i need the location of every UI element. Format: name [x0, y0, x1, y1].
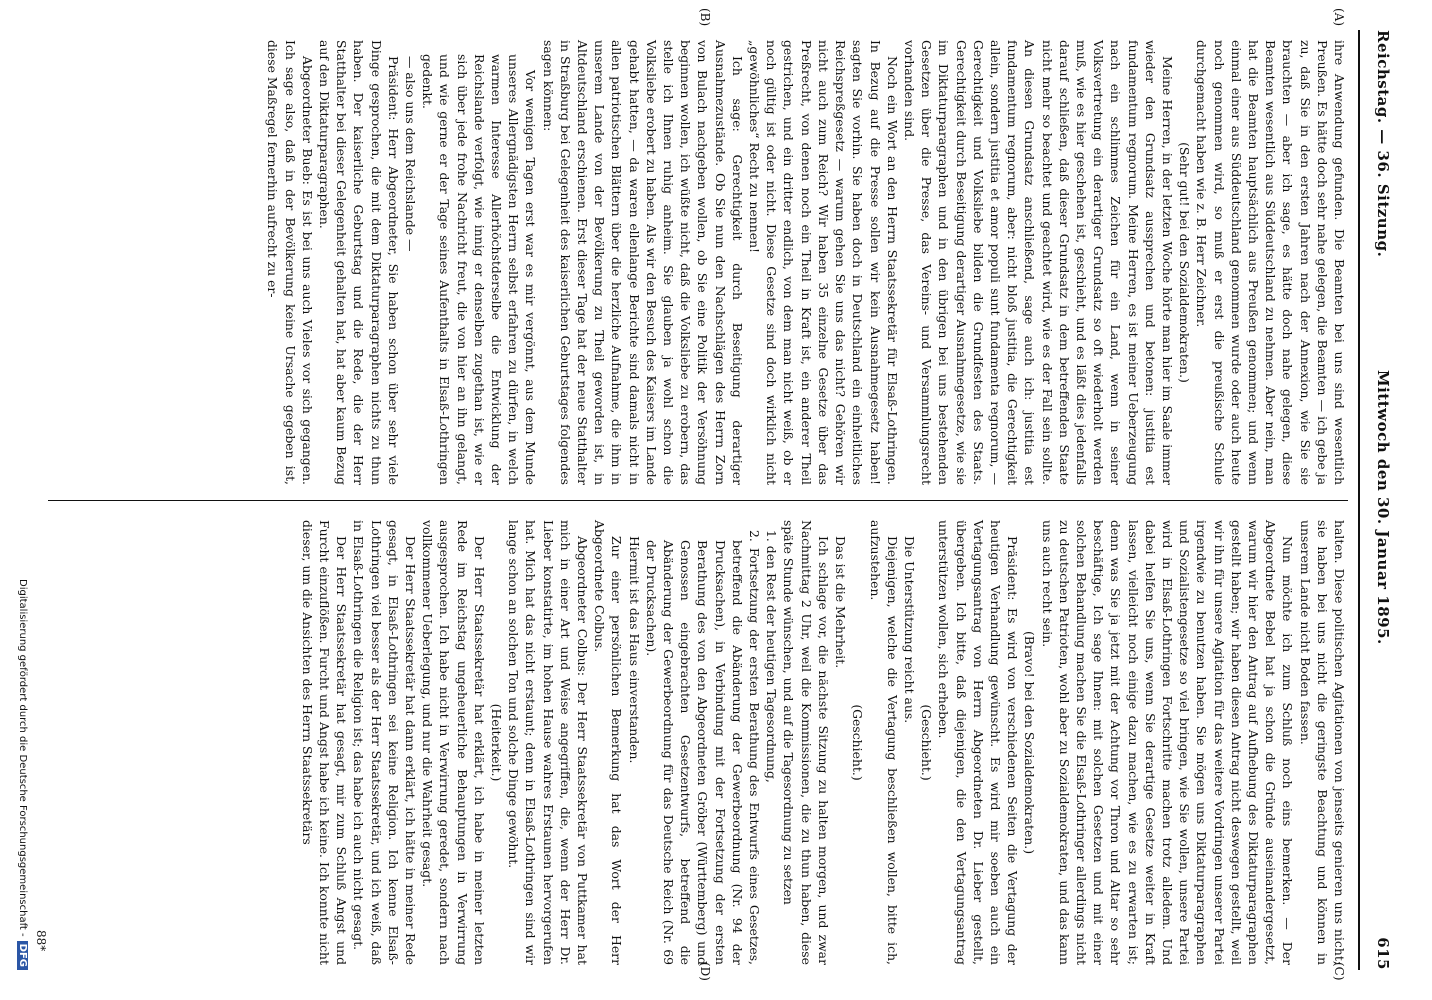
paragraph: Abgeordneter Bueb: Es ist bei uns auch Vieles vor sich gegangen. Ich sage also, daß in der Bevölkerung keine Ursache gegeben ist, diese Maßregel fernerhin aufrecht zu er-	[265, 40, 315, 485]
paragraph: Ich schlage vor, die nächste Sitzung zu halten morgen, und zwar Nachmittag 2 Uhr, weil die Kommissionen, die zu thun haben, diese späte Stunde wünschen, und auf die Tagesordnung zu setzen	[781, 520, 831, 965]
paragraph: Präsident: Herr Abgeordneter, Sie haben schon über sehr viele Dinge gesprochen, die mit dem Diktaturparagraphen nichts zu thun haben. Der kaiserliche Geburtstag und die Rede, die der Herr Statthalter bei dieser Gelegenheit gehalten hat, hat aber kaum Bezug auf den Diktaturparagraphen.	[317, 40, 401, 485]
paragraph: Der Herr Staatssekretär hat erklärt, ich habe in meiner letzten Rede im Reichstag ungeheuerliche Behauptungen in Verwirrung ausgesprochen. Ich habe nicht in Verwirrung geredet, sondern nach vollkommener Ueberlegung, und nur die Wahrheit gesagt.	[420, 520, 487, 965]
margin-mark-c: (C)	[1332, 962, 1346, 981]
digitization-credit	[8, 30, 28, 970]
right-column	[299, 520, 1348, 965]
paragraph: Zur einer persönlichen Bemerkung hat das Wort der Herr Abgeordnete Colbus.	[592, 520, 625, 965]
agenda-item: 2. Fortsetzung der ersten Berathung des Entwurfs eines Gesetzes, betreffend die Abänderung der Gewerbeordnung (Nr. 94 der Drucksachen), in Verbindung mit der Fortsetzung der ersten Berathung des von den Abgeordneten Gröber (Württemberg) und Genossen eingebrachten Gesetzentwurfs, betreffend die Abänderung der Gewerbeordnung für das Deutsche Reich (Nr. 69 der Drucksachen).	[643, 530, 763, 965]
paragraph: Diejenigen, welche die Vertagung beschließen wollen, bitte ich, aufzustehen.	[867, 520, 900, 965]
page-header	[1362, 30, 1392, 970]
paragraph: Das ist die Mehrheit.	[833, 536, 849, 669]
interjection: (Heiterkeit.)	[489, 703, 505, 782]
interjection: (Geschieht.)	[850, 704, 866, 781]
dfg-logo: DFG	[17, 941, 28, 970]
paragraph: Noch ein Wort an den Herrn Staatssekretär für Elsaß-Lothringen. In Bezug auf die Presse sollen wir kein Ausnahmegesetz haben! sagten Sie vorhin. Sie haben doch in Deutschland ein einheitliches Reichspreßgesetz — warum gehen Sie uns das nicht? Gehören wir nicht auch zum Reich? Wir haben 35 einzelne Gesetze über das Preßrecht, von denen noch ein Theil in Kraft ist, ein anderer Theil gestrichen, und ein dritter endlich, von dem man nicht weiß, ob er noch gültig ist oder nicht. Diese Gesetze sind doch wirklich nicht „gewöhnliches“ Recht zu nennen!	[747, 40, 900, 485]
interjection: (Bravo! bei den Sozialdemokraten.)	[1022, 630, 1038, 855]
paragraph: Abgeordneter Colbus: Der Herr Staatssekretär von Puttkamer hat mich in einer Art und Weise angegriffen, die, wenn der Herr Dr. Lieber konstatirte, im hohen Hause wahres Erstaunen hervorgerufen hat. Mich hat das nicht erstaunt; denn in Elsaß-Lothringen sind wir lange schon an solchen Ton und solche Dinge gewöhnt.	[506, 520, 591, 965]
paragraph: ihre Anwendung gefunden. Die Beamten bei uns sind wesentlich Preußen. Es hätte doch sehr nahe gelegen, die Beamten — ich gebe ja zu, daß Sie in den ersten Jahren nach der Annexion, wie Sie sie brauchten — aber ich sage, es hätte doch nahe gelegen, diese Beamten wesentlich aus Süddeutschland zu nehmen. Aber nein, man hat die Beamten hauptsächlich aus Preußen genommen; und wenn einmal einer aus Süddeutschland genommen wurde oder auch heute noch genommen wird, so muß er erst die preußische Schule durchgemacht haben wie z. B. Herr Zeichner.	[1194, 40, 1347, 485]
margin-mark-d: (D)	[698, 962, 712, 981]
paragraph: Der Herr Staatssekretär hat gesagt, mir zum Schluß Angst und Furcht einzuflößen. Furcht und Angst habe ich keine. Ich konnte nicht dieser, um die Ansichten des Herrn Staatssekretärs	[299, 520, 350, 965]
page-number: 615	[1374, 937, 1392, 970]
credit-text: Digitalisierung gefördert durch die Deutsche Forschungsgemeinschaft -	[17, 579, 28, 937]
column-divider	[48, 500, 1348, 501]
margin-mark-b: (B)	[698, 8, 712, 27]
margin-mark-a: (A)	[1332, 8, 1346, 27]
paragraph: Die Unterstützung reicht aus.	[901, 536, 917, 724]
signature-mark: 88*	[34, 930, 48, 952]
interjection: (Geschieht.)	[919, 704, 935, 781]
interjection: (Sehr gut! bei den Sozialdemokraten.)	[1177, 142, 1193, 383]
paragraph: Nun möchte ich zum Schluß noch eins bemerken. — Der Abgeordnete Bebel hat ja schon die Gründe auseinandergesetzt, warum wir hier den Antrag auf Aufhebung des Diktaturparagraphen gestellt haben; wir haben diesen Antrag nicht deswegen gestellt, weil wir ihn für unsere Agitation für das weitere Vordringen unserer Partei irgendwie zu benutzen haben. Sie mögen uns Diktaturparagraphen und Sozialistengesetze so viel bringen, wie Sie wollen, unsere Partei wird in Elsaß-Lothringen Fortschritte machen trotz alledem. Und dabei helfen Sie uns, wenn Sie derartige Gesetze weiter in Kraft lassen, vielleicht noch einige dazu machen, wie es zu erwarten ist; denn was Sie ja jetzt mit der Achtung vor Thron und Altar so sehr beschäftige, Ich sage Ihnen: mit solchen Gesetzen und mit einer solchen Behandlung machen Sie die Elsaß-Lothringer allerdings nicht zu deutschen Patrioten, wohl aber zu Sozialdemokraten, und das kann uns auch recht sein.	[1039, 520, 1296, 965]
paragraph: Hiermit ist das Haus einverstanden.	[626, 536, 642, 764]
left-column	[264, 40, 1348, 485]
paragraph: Präsident: Es wird von verschiedenen Seiten die Vertagung der heutigen Verhandlung gewünscht. Es wird mir soeben auch ein Vertagungsantrag von Herrn Abgeordneten Dr. Lieber gestellt, übergeben. Ich bitte, daß diejenigen, die den Vertagungsantrag unterstützen wollen, sich erheben.	[936, 520, 1021, 965]
paragraph: Meine Herren, in der letzten Woche hörte man hier im Saale immer wieder den Grundsatz aussprechen und betonen: justitia est fundamentum regnorum. Meine Herren, es ist meiner Ueberzeugung nach ein schlimmes Zeichen für ein Land, wenn in seiner Volksvertretung ein derartiger Grundsatz so oft wiederholt werden muß, wie es hier geschehen ist, geschieht, und es läßt dies jedenfalls darauf schließen, daß dieser Grundsatz in dem betreffenden Staate nicht mehr so beachtet und geachtet wird, wie es der Fall sein sollte. An diesen Grundsatz anschließend, sage auch ich: justitia est fundamentum regnorum, aber: nicht bloß justitia, die Gerechtigkeit allein, sondern justitia et amor populi sunt fundamenta regnorum, — Gerechtigkeit und Volksliebe bilden die Grundfesten des Staats. Gerechtigkeit durch Beseitigung derartiger Ausnahmegesetze, wie sie im Diktaturparagraphen und in den übrigen bei uns bestehenden Gesetzen über die Presse, das Vereins- und Versammlungsrecht vorhanden sind.	[901, 40, 1175, 485]
paragraph: Der Herr Staatssekretär hat dann erklärt, ich hätte in meiner Rede gesagt, in Elsaß-Lothringen sei keine Religion. Ich kenne Elsaß-Lothringen viel besser als der Herr Staatssekretär, und ich weiß, daß in Elsaß-Lothringen die Religion ist; das habe ich auch nicht gesagt.	[351, 520, 419, 965]
paragraph: halten. Diese politischen Agitationen von jenseits genieren uns nicht; sie haben bei uns nicht die geringste Beachtung und können in unserem Lande nicht Boden fassen.	[1297, 520, 1347, 965]
agenda-item: 1. den Rest der heutigen Tagesordnung,	[764, 530, 780, 783]
header-date: Mittwoch den 30. Januar 1895.	[1374, 370, 1392, 645]
paragraph: — also uns dem Reichslande —	[403, 56, 419, 252]
header-session: Reichstag. — 36. Sitzung.	[1374, 30, 1392, 258]
quotation: Vor wenigen Tagen erst war es mir vergönnt, aus dem Munde unseres Allergnädigsten Herrn selbst erfahren zu dürfen, in welch warmen Interesse Allerhöchstderselbe die Entwicklung der Reichslande verfolgt, wie innig er denselben zugethan ist, wie er sich über jede frohe Nachricht freut, die von hier an ihn gelangt, und wie gerne er der Tage seines Aufenthalts in Elsaß-Lothringen gedenkt.	[420, 54, 539, 485]
header-rule	[1358, 30, 1360, 970]
paragraph: Ich sage: Gerechtigkeit durch Beseitigung derartiger Ausnahmezustände. Ob Sie nun den Nachschlägen des Herrn Zorn von Bulach nachgeben wollen, ob Sie eine Politik der Versöhnung beginnen wollen, ich wüßte nicht, daß die Volksliebe zu erobern, das stelle ich Ihnen ruhig anheim. Sie glauben ja wohl schon die Volksliebe erobert zu haben. Als wir den Besuch des Kaisers im Lande gehabt hatten, — da waren ellenlange Berichte sind damals nicht in allen patriotischen Blättern über die herzliche Aufnahme, die ihm in unserem Lande von der Bevölkerung zu Theil geworden ist, in Altdeutschland erschienen. Erst dieser Tage hat der neue Statthalter in Straßburg bei Gelegenheit des kaiserlichen Geburtstages folgendes sagen können:	[540, 40, 745, 485]
